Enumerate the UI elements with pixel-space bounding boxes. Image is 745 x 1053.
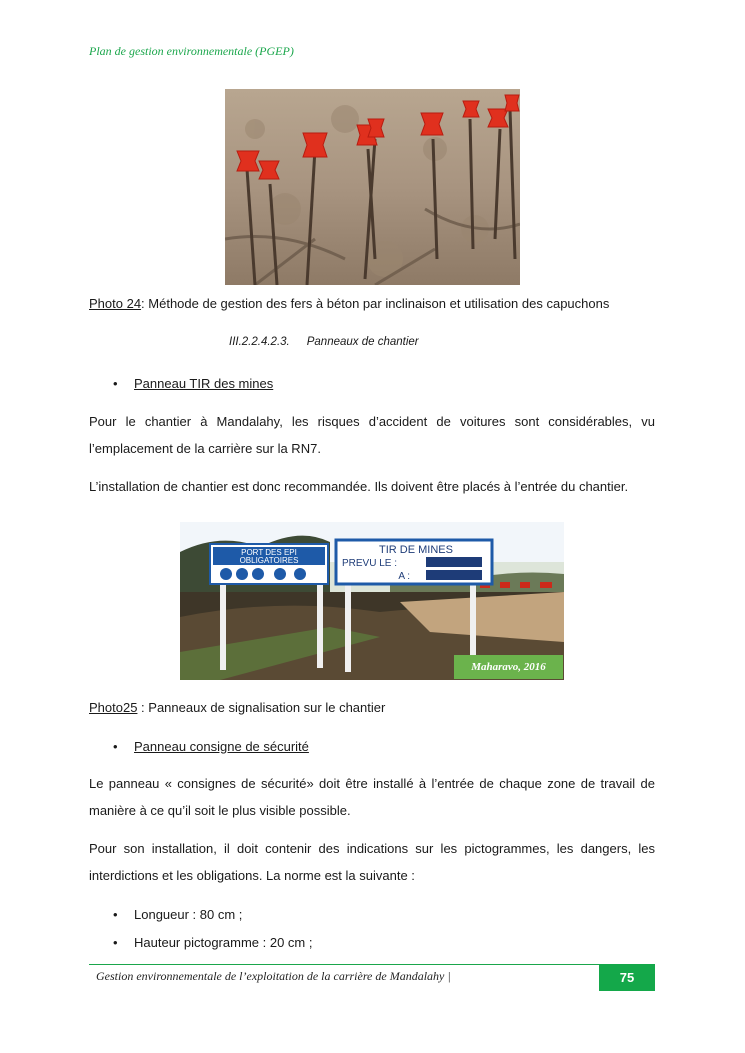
rebar-caps-photo (225, 89, 520, 285)
photo-25-caption-text: : Panneaux de signalisation sur le chantier (137, 700, 386, 715)
photo-24-caption-text: : Méthode de gestion des fers à béton par inclinaison et utilisation des capuchons (141, 296, 610, 311)
photo-credit: Maharavo, 2016 (454, 655, 563, 679)
list-item (113, 935, 312, 950)
page-number: 75 (599, 964, 655, 991)
bullet-tir-mines-text: Panneau TIR des mines (134, 376, 274, 391)
bullet-dot: • (113, 739, 118, 754)
bullet-tir-mines (113, 376, 273, 391)
bullet-consigne-securite (113, 739, 309, 754)
list-item-longueur: Longueur : 80 cm ; (134, 907, 243, 922)
bullet-dot: • (113, 935, 118, 950)
paragraph-consignes: Le panneau « consignes de sécurité» doit être installé à l’entrée de chaque zone de travail de manière à ce qu’il soit le plus visible possible. (89, 776, 655, 818)
photo-24-label: Photo 24 (89, 296, 142, 311)
bullet-dot: • (113, 376, 118, 391)
paragraph-installation: L’installation de chantier est donc recommandée. Ils doivent être placés à l’entrée du chantier. (89, 479, 629, 494)
list-item (113, 907, 242, 922)
section-heading (229, 336, 419, 348)
photo-24-caption (89, 296, 609, 311)
footer-divider (89, 964, 599, 965)
tir-sign-line3: A : (398, 571, 410, 582)
epi-sign-line1: PORT DES EPI (241, 548, 297, 557)
photo-25-caption (89, 700, 385, 715)
tir-sign-line1: TIR DE MINES (379, 544, 453, 556)
section-number: III.2.2.4.2.3. (229, 336, 290, 348)
section-title: Panneaux de chantier (306, 336, 419, 348)
paragraph-risks: Pour le chantier à Mandalahy, les risques d’accident de voitures sont considérables, vu l’emplacement de la carrière sur la RN7. (89, 414, 655, 456)
running-header: Plan de gestion environnementale (PGEP) (89, 44, 294, 58)
bullet-consigne-securite-text: Panneau consigne de sécurité (134, 739, 309, 754)
tir-sign-line2: PREVU LE : (342, 558, 398, 569)
photo-25-label: Photo25 (89, 700, 138, 715)
epi-sign-line2: OBLIGATOIRES (239, 556, 299, 565)
paragraph-norme: Pour son installation, il doit contenir des indications sur les pictogrammes, les dangers, les interdictions et les obligations. La norme est la suivante : (89, 841, 655, 883)
list-item-hauteur: Hauteur pictogramme : 20 cm ; (134, 935, 313, 950)
running-footer: Gestion environnementale de l’exploitation de la carrière de Mandalahy | (96, 969, 451, 983)
bullet-dot: • (113, 907, 118, 922)
